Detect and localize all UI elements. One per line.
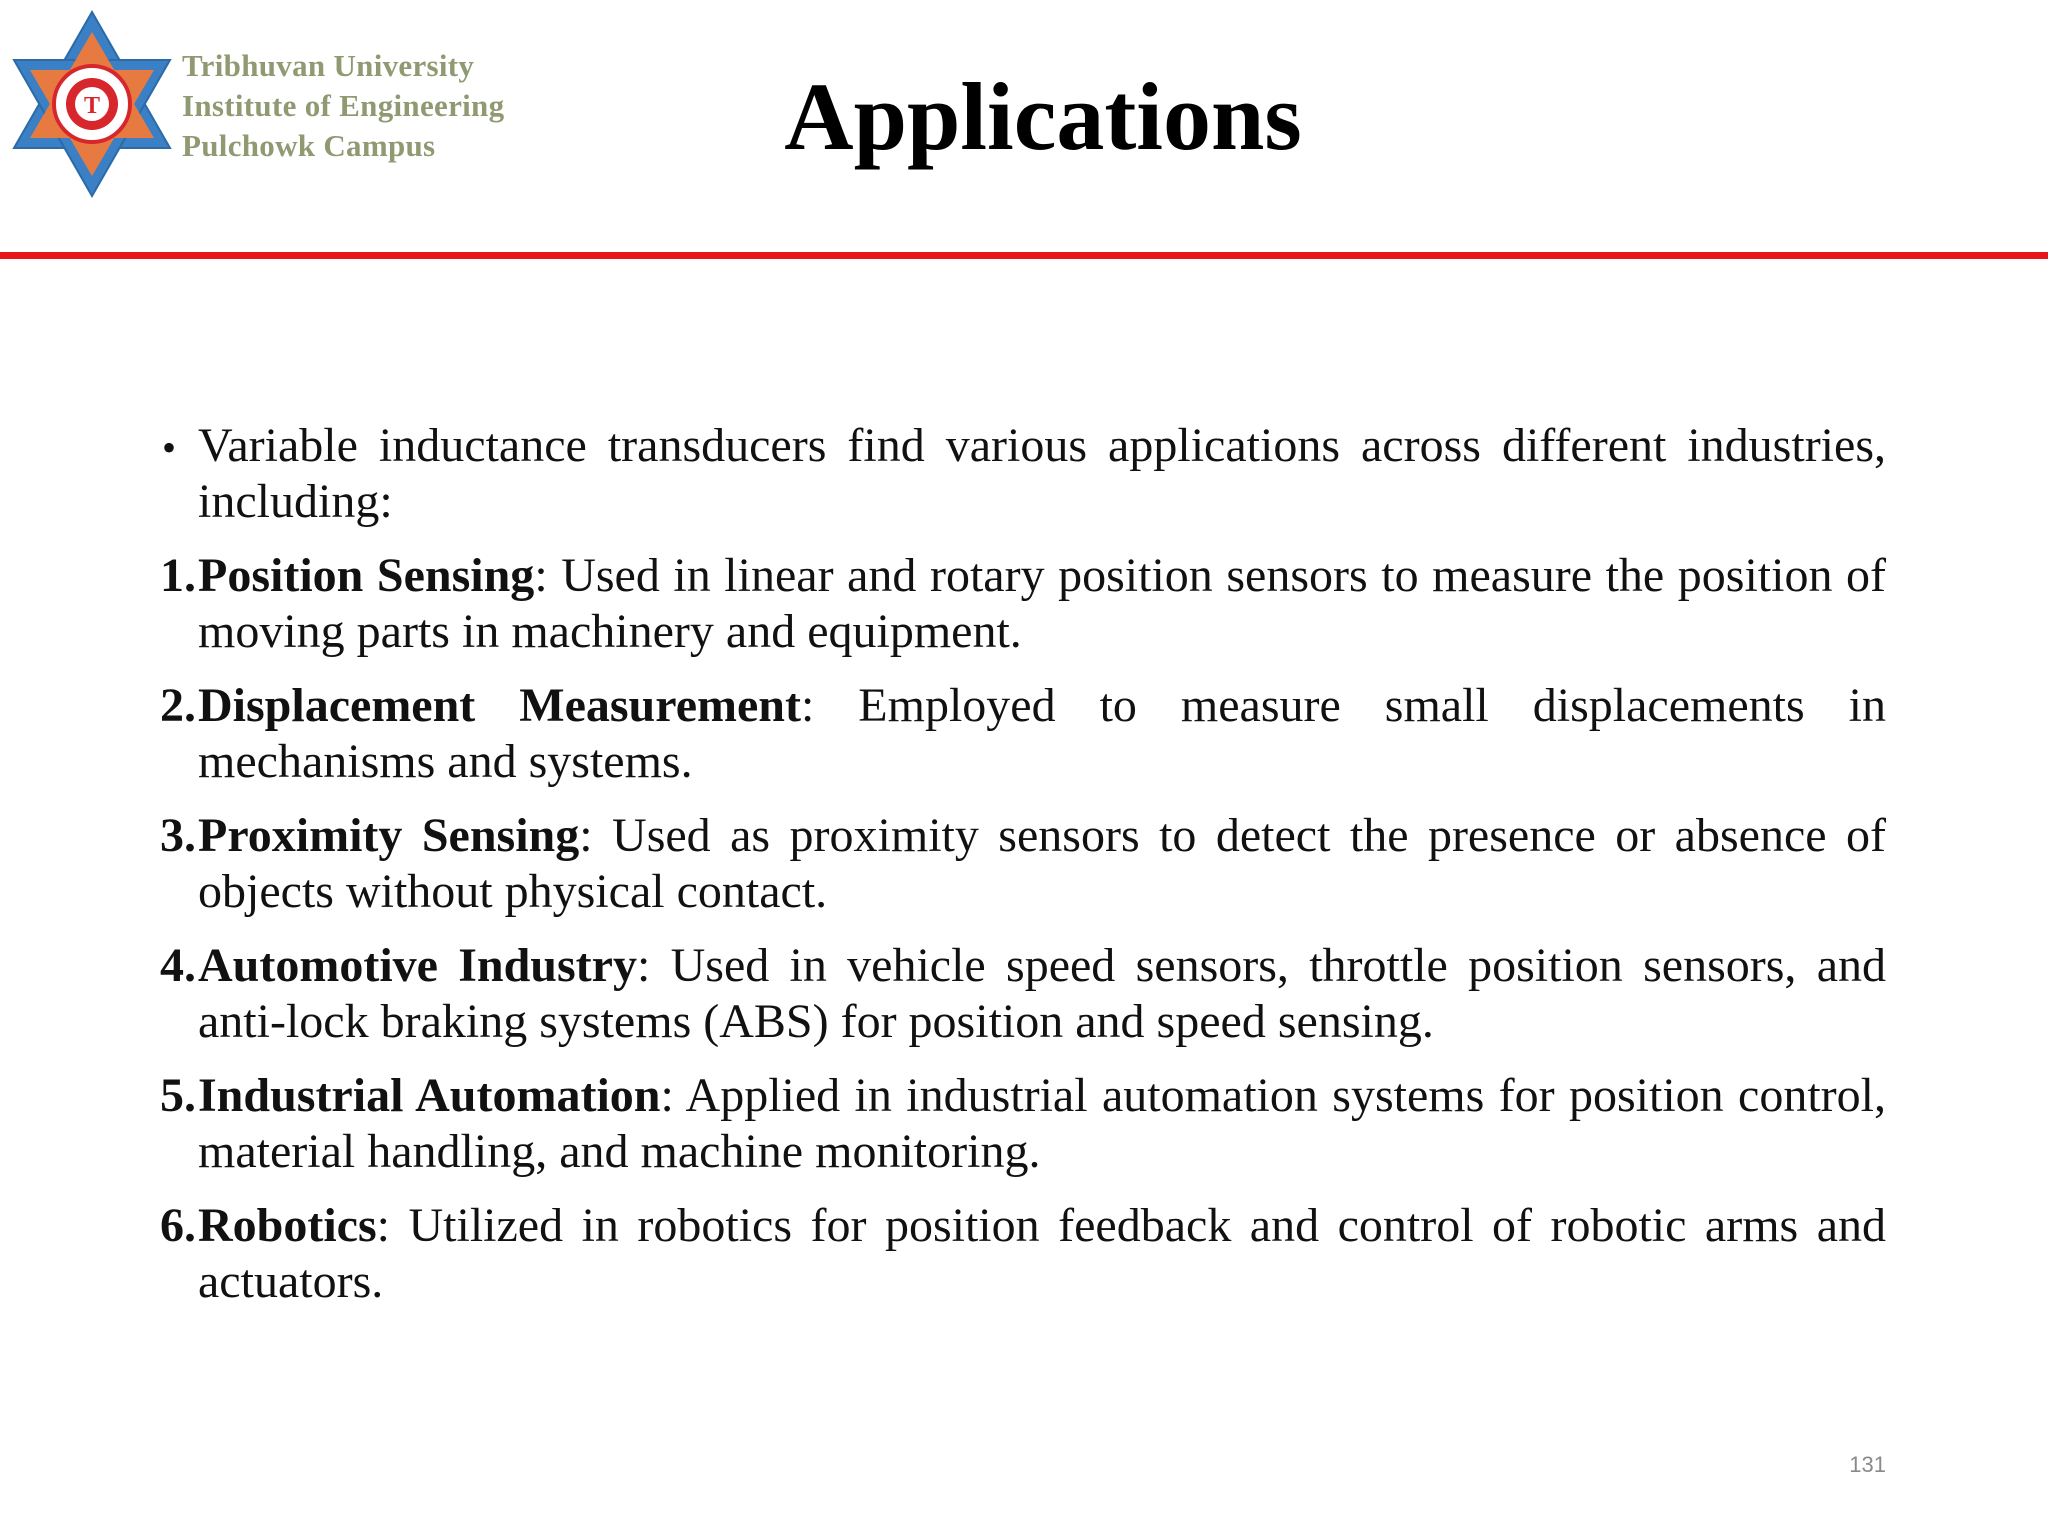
list-text: : Used in vehicle speed sensors, throttle position sensors, and anti-lock braking systems (ABS) for position and speed sensing. — [198, 939, 1887, 1048]
intro-text: Variable inductance transducers find various applications across different industries, including: — [198, 419, 1886, 528]
list-text: : Used in linear and rotary position sensors to measure the position of moving parts in machinery and equipment. — [198, 549, 1886, 658]
slide-title: Applications — [784, 63, 1302, 170]
list-term: Industrial Automation — [198, 1069, 661, 1122]
list-item — [160, 1068, 1886, 1180]
list-number: 1. — [160, 549, 196, 602]
list-item — [160, 678, 1886, 790]
list-term: Robotics — [198, 1199, 377, 1252]
list-term: Displacement Measurement — [198, 679, 801, 732]
slide-content — [160, 418, 1886, 1328]
list-text: : Applied in industrial automation systems for position control, material handling, and machine monitoring. — [198, 1069, 1887, 1178]
list-term: Automotive Industry — [198, 939, 637, 992]
list-item — [160, 548, 1886, 660]
logo-line-campus: Pulchowk Campus — [182, 128, 436, 163]
list-number: 5. — [160, 1069, 196, 1122]
list-term: Proximity Sensing — [198, 809, 580, 862]
list-item — [160, 808, 1886, 920]
list-text: : Employed to measure small displacements in mechanisms and systems. — [198, 679, 1886, 788]
list-number: 3. — [160, 809, 196, 862]
intro-bullet — [160, 418, 1886, 530]
list-text: : Used as proximity sensors to detect the presence or absence of objects without physical contact. — [198, 809, 1886, 918]
list-item — [160, 938, 1886, 1050]
header-divider — [0, 252, 2048, 259]
list-number: 6. — [160, 1199, 196, 1252]
svg-text:T: T — [83, 93, 101, 119]
list-text: : Utilized in robotics for position feedback and control of robotic arms and actuators. — [198, 1199, 1886, 1308]
list-number: 4. — [160, 939, 196, 992]
list-item — [160, 1198, 1886, 1310]
logo-line-university: Tribhuvan University — [182, 48, 475, 83]
logo-line-institute: Institute of Engineering — [182, 88, 505, 123]
bullet-icon: • — [162, 425, 177, 470]
page-number: 131 — [1849, 1452, 1886, 1477]
list-number: 2. — [160, 679, 196, 732]
list-term: Position Sensing — [198, 549, 535, 602]
